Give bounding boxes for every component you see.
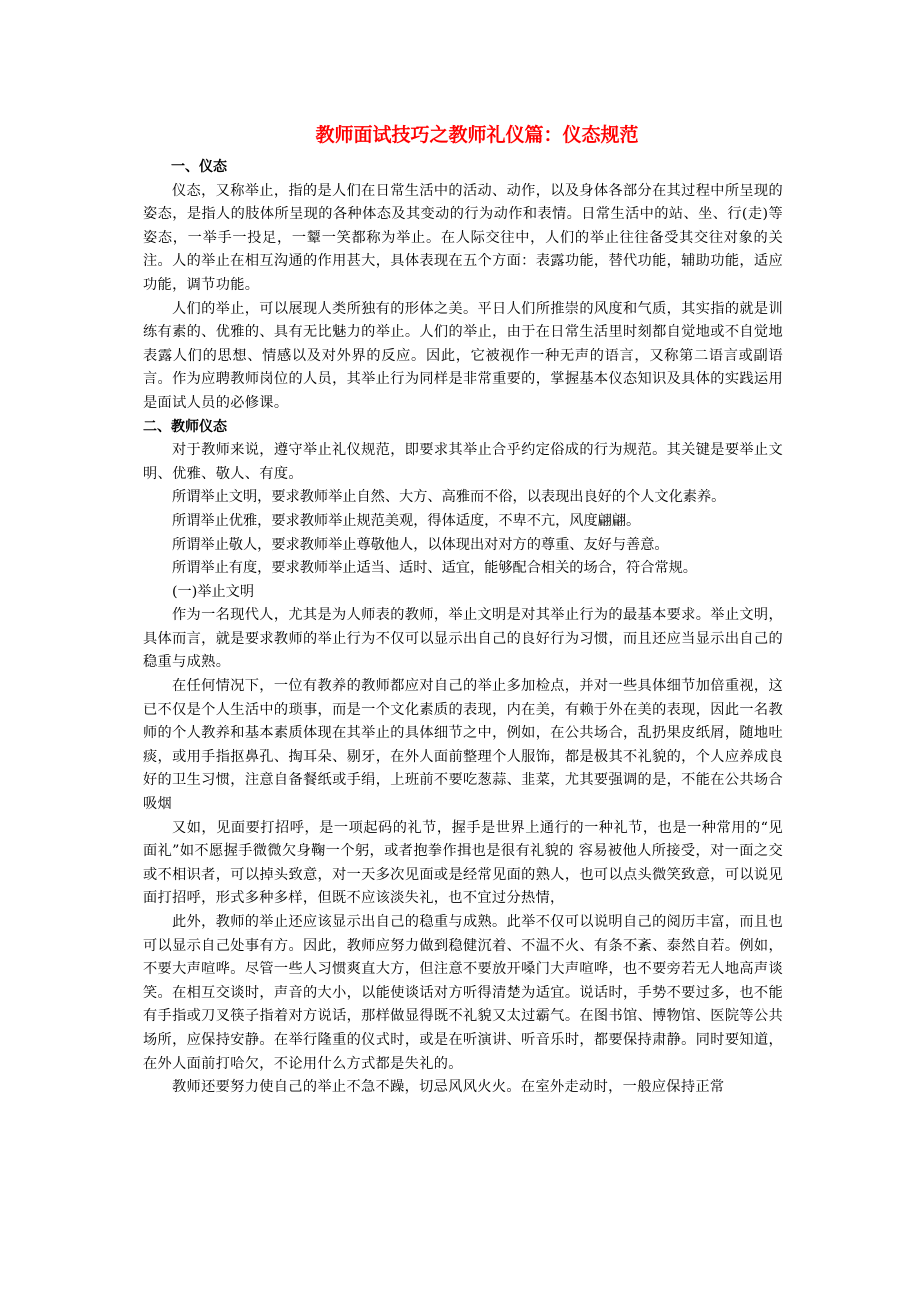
section2-item-2: 所谓举止优雅，要求教师举止规范美观，得体适度，不卑不亢，风度翩翩。 (172, 512, 641, 529)
section2-intro: 对于教师来说，遵守举止礼仪规范，即要求其举止合乎约定俗成的行为规范。其关键是要举止文明、优雅、敬人、有度。 (143, 442, 783, 482)
section2-item-4: 所谓举止有度，要求教师举止适当、适时、适宜，能够配合相关的场合，符合常规。 (172, 560, 697, 577)
document-page (143, 120, 783, 1100)
section2-paragraph-1: 作为一名现代人，尤其是为人师表的教师，举止文明是对其举止行为的最基本要求。举止文明，具体而言，就是要求教师的举止行为不仅可以显示出自己的良好行为习惯，而且还应当显示出自己的稳重与成熟。 (143, 607, 783, 671)
section2-paragraph-3: 又如，见面要打招呼，是一项起码的礼节，握手是世界上通行的一种礼节，也是一种常用的“见面礼”如不愿握手微微欠身鞠一个躬，或者抱拳作揖也是很有礼貌的 容易被他人所接受，对一面之交或不相识者，可以掉头致意，对一天多次见面或是经常见面的熟人，也可以点头微笑致意，可以说见面打招呼，形式多种多样，但既不应该淡失礼，也不宜过分热情， (143, 819, 783, 907)
section2-heading: 二、教师仪态 (143, 418, 227, 435)
section2-paragraph-2: 在任何情况下，一位有教养的教师都应对自己的举止多加检点，并对一些具体细节加倍重视，这已不仅是个人生活中的琐事，而是一个文化素质的表现，内在美，有赖于外在美的表现，因此一名教师的个人教养和基本素质体现在其举止的具体细节之中，例如，在公共场合，乱扔果皮纸屑，随地吐痰，或用手指抠鼻孔、掏耳朵、剔牙，在外人面前整理个人服饰，都是极其不礼貌的，个人应养成良好的卫生习惯，注意自备餐纸或手绢，上班前不要吃葱蒜、韭菜，尤其要强调的是，不能在公共场合吸烟 (143, 678, 783, 813)
section2-subheading: (一)举止文明 (172, 583, 255, 600)
section1-heading: 一、仪态 (171, 159, 227, 175)
section2-paragraph-5: 教师还要努力使自己的举止不急不躁，切忌风风火火。在室外走动时，一般应保持正常 (172, 1079, 725, 1096)
section2-item-1: 所谓举止文明，要求教师举止自然、大方、高雅而不俗，以表现出良好的个人文化素养。 (172, 489, 726, 506)
section2-item-3: 所谓举止敬人，要求教师举止尊敬他人，以体现出对对方的尊重、友好与善意。 (172, 536, 669, 553)
section1-paragraph-1: 仪态，又称举止，指的是人们在日常生活中的活动、动作，以及身体各部分在其过程中所呈现的姿态，是指人的肢体所呈现的各种体态及其变动的行为动作和表情。日常生活中的站、坐、行(走)等姿态，一举手一投足，一颦一笑都称为举止。在人际交往中，人们的举止往往备受其交往对象的关注。人的举止在相互沟通的作用甚大，具体表现在五个方面：表露功能，替代功能，辅助功能，适应功能，调节功能。 (143, 182, 783, 293)
section1-paragraph-2: 人们的举止，可以展现人类所独有的形体之美。平日人们所推崇的风度和气质，其实指的就是训练有素的、优雅的、具有无比魅力的举止。人们的举止，由于在日常生活里时刻都自觉地或不自觉地表露人们的思想、情感以及对外界的反应。因此，它被视作一种无声的语言，又称第二语言或副语言。作为应聘教师岗位的人员，其举止行为同样是非常重要的，掌握基本仪态知识及具体的实践运用是面试人员的必修课。 (143, 300, 783, 411)
section2-paragraph-4: 此外，教师的举止还应该显示出自己的稳重与成熟。此举不仅可以说明自己的阅历丰富，而且也可以显示自己处事有方。因此，教师应努力做到稳健沉着、不温不火、有条不紊、泰然自若。例如，不要大声喧哗。尽管一些人习惯爽直大方，但注意不要放开嗓门大声喧哗，也不要旁若无人地高声谈笑。在相互交谈时，声音的大小，以能使谈话对方听得清楚为适宜。说话时，手势不要过多，也不能有手指或刀叉筷子指着对方说话，那样做显得既不礼貌又太过霸气。在图书馆、博物馆、医院等公共场所，应保持安静。在举行隆重的仪式时，或是在听演讲、听音乐时，都要保持肃静。同时要知道，在外人面前打哈欠，不论用什么方式都是失礼的。 (143, 914, 783, 1072)
document-title: 教师面试技巧之教师礼仪篇：仪态规范 (315, 124, 639, 146)
